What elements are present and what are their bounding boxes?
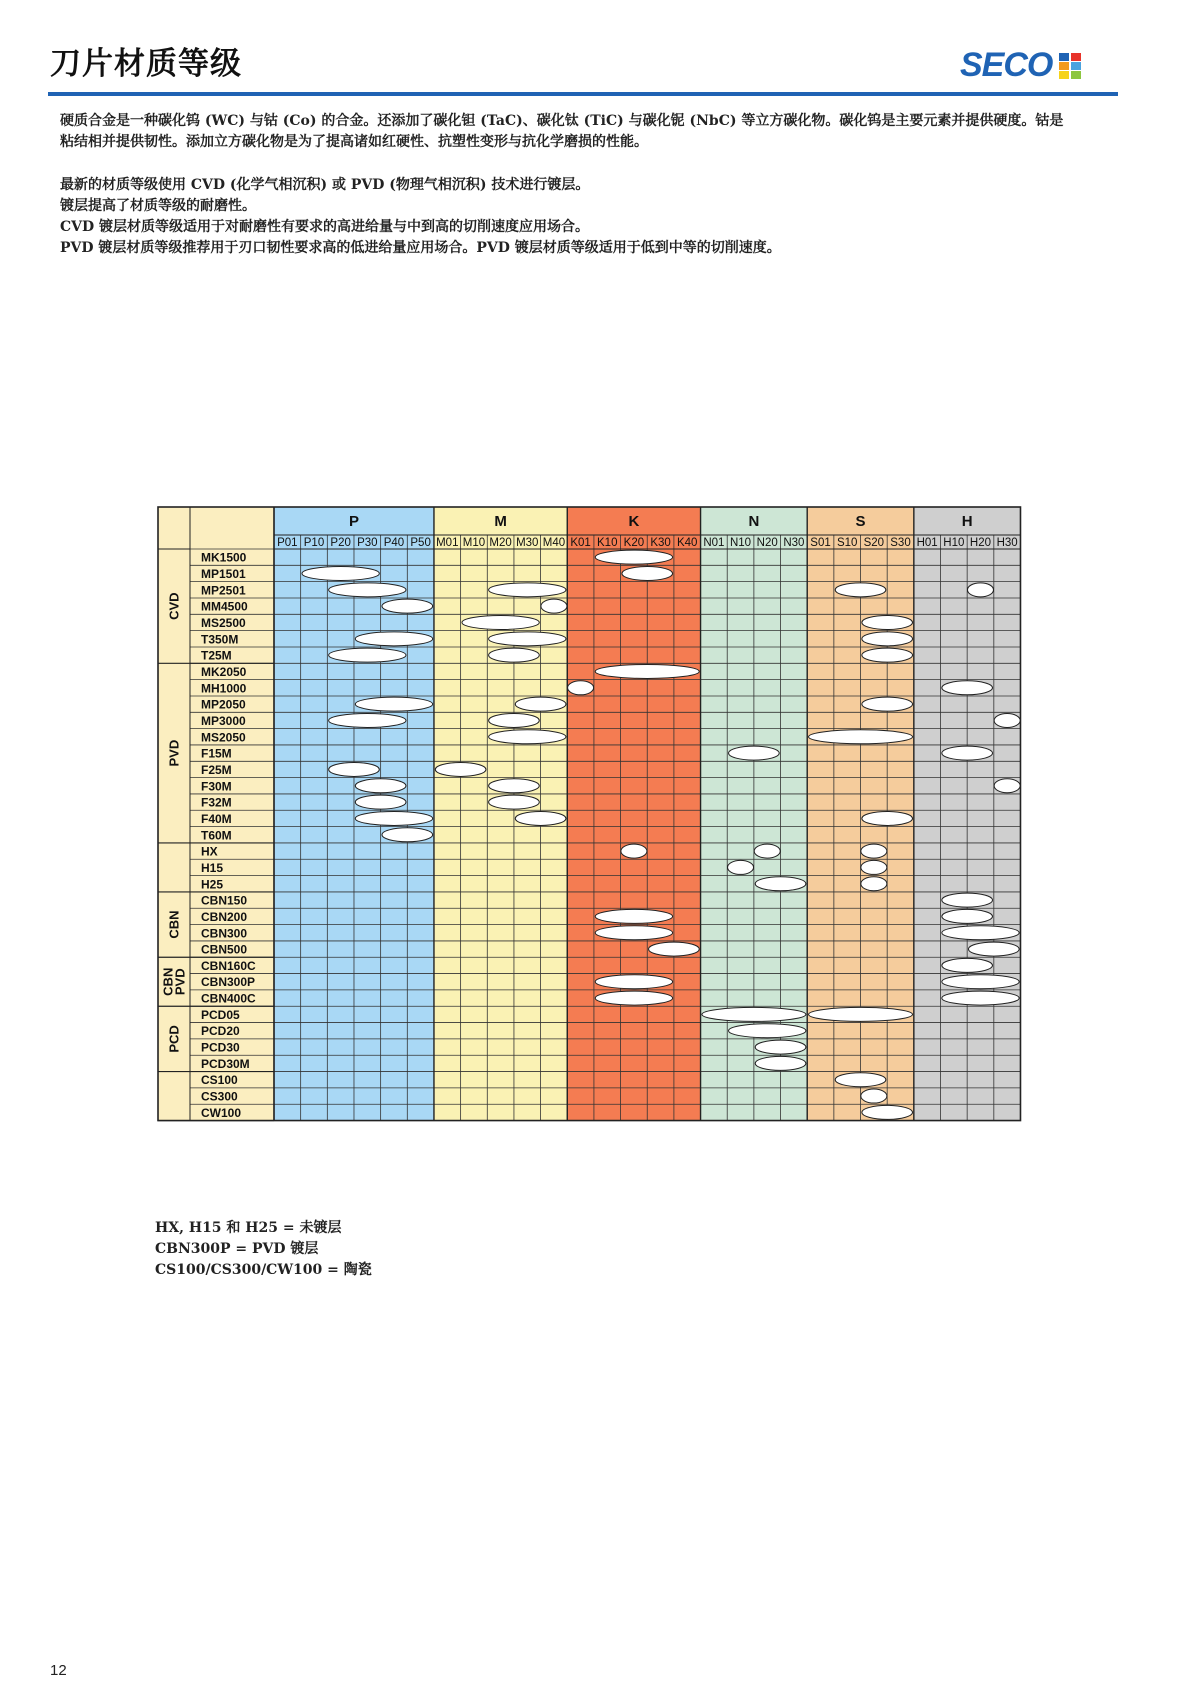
column-label-N20: N20	[756, 537, 778, 549]
column-label-M01: M01	[436, 537, 459, 549]
range-ellipse-MK2050	[595, 664, 699, 678]
range-ellipse-MK1500	[595, 550, 672, 564]
grade-label: MP3000	[201, 713, 246, 728]
group-label-H: H	[961, 513, 973, 530]
category-label: PVD	[166, 739, 182, 767]
range-ellipse-CBN300P	[595, 975, 672, 989]
range-ellipse-MP3000	[329, 713, 406, 727]
range-ellipse-F30M	[355, 779, 406, 793]
column-label-M10: M10	[462, 537, 486, 549]
column-label-N01: N01	[703, 537, 725, 549]
column-label-K01: K01	[570, 537, 591, 549]
range-ellipse-F40M	[355, 811, 432, 825]
column-label-P10: P10	[303, 537, 325, 549]
intro-line: 镀层提高了材质等级的耐磨性。	[60, 198, 256, 214]
grade-label: PCD20	[201, 1024, 240, 1039]
intro-line: CVD 镀层材质等级适用于对耐磨性有要求的高进给量与中到高的切削速度应用场合。	[60, 219, 590, 235]
range-ellipse-CBN400C	[595, 991, 672, 1005]
group-label-S: S	[855, 513, 866, 530]
range-ellipse-MH1000	[942, 681, 993, 695]
grade-label: MH1000	[201, 681, 247, 696]
range-ellipse-F30M	[994, 779, 1020, 793]
column-label-H30: H30	[996, 537, 1018, 549]
range-ellipse-MM4500	[541, 599, 567, 613]
column-label-S01: S01	[810, 537, 831, 549]
range-ellipse-CS100	[835, 1073, 886, 1087]
grade-label: MP1501	[201, 566, 246, 581]
column-label-M30: M30	[516, 537, 539, 549]
range-ellipse-F25M	[435, 762, 486, 776]
category-label: CVD	[166, 592, 182, 620]
column-label-N30: N30	[783, 537, 805, 549]
column-label-S10: S10	[836, 537, 858, 549]
range-ellipse-MP2501	[967, 583, 993, 597]
page-title: 刀片材质等级	[50, 46, 242, 82]
range-ellipse-MH1000	[568, 681, 594, 695]
range-ellipse-CBN500	[649, 942, 700, 956]
range-ellipse-CS300	[861, 1089, 887, 1103]
range-ellipse-CBN500	[968, 942, 1019, 956]
range-ellipse-F40M	[515, 811, 566, 825]
range-ellipse-T25M	[329, 648, 406, 662]
grade-label: H25	[201, 877, 224, 892]
range-ellipse-CBN200	[595, 909, 672, 923]
logo-text: SECO	[960, 46, 1053, 84]
grade-label: CBN500	[201, 942, 248, 957]
category-label: CBN	[160, 967, 176, 996]
grade-label: MK2050	[201, 664, 247, 679]
note-line: HX, H15 和 H25 = 未镀层	[155, 1220, 342, 1236]
range-ellipse-HX	[861, 844, 887, 858]
grade-label: MP2501	[201, 583, 246, 598]
range-ellipse-MP2501	[329, 583, 406, 597]
range-ellipse-MP2501	[835, 583, 886, 597]
range-ellipse-F40M	[862, 811, 913, 825]
range-ellipse-CBN200	[942, 909, 993, 923]
grade-label: MS2050	[201, 730, 246, 745]
column-label-P40: P40	[383, 537, 405, 549]
range-ellipse-MS2050	[809, 730, 913, 744]
column-label-S20: S20	[863, 537, 885, 549]
range-ellipse-MP2050	[515, 697, 566, 711]
column-label-P30: P30	[357, 537, 378, 549]
group-label-K: K	[628, 513, 640, 530]
range-ellipse-PCD20	[729, 1024, 806, 1038]
note-line: CS100/CS300/CW100 = 陶瓷	[155, 1262, 372, 1278]
intro-line: 最新的材质等级使用 CVD (化学气相沉积) 或 PVD (物理气相沉积) 技术进行镀层。	[60, 177, 590, 193]
range-ellipse-CBN160C	[942, 958, 993, 972]
grade-label: CS100	[201, 1073, 238, 1088]
grade-label: CBN300	[201, 926, 248, 941]
range-ellipse-F30M	[489, 779, 540, 793]
column-label-K20: K20	[623, 537, 645, 549]
range-ellipse-MP2050	[862, 697, 913, 711]
column-label-P20: P20	[330, 537, 351, 549]
grade-label: T350M	[201, 632, 239, 647]
column-label-P50: P50	[410, 537, 431, 549]
group-label-N: N	[748, 513, 760, 530]
column-label-H10: H10	[943, 537, 965, 549]
column-label-H20: H20	[969, 537, 992, 549]
grade-label: HX	[201, 844, 218, 859]
group-label-M: M	[494, 513, 507, 530]
grade-label: F32M	[201, 795, 232, 810]
grade-label: CBN160C	[201, 958, 256, 973]
grade-label: F40M	[201, 811, 232, 826]
grade-label: CBN300P	[201, 975, 256, 990]
range-ellipse-F15M	[942, 746, 993, 760]
range-ellipse-H25	[755, 877, 806, 891]
range-ellipse-CBN300	[942, 926, 1019, 940]
grade-label: H15	[201, 860, 224, 875]
range-ellipse-T350M	[862, 632, 913, 646]
range-ellipse-PCD05	[809, 1007, 913, 1021]
intro-line: 硬质合金是一种碳化钨 (WC) 与钴 (Co) 的合金。还添加了碳化钽 (TaC)、碳化钛 (TiC) 与碳化铌 (NbC) 等立方碳化物。碳化钨是主要元素并提供硬度。钴是	[60, 113, 1064, 129]
range-ellipse-PCD30	[755, 1040, 806, 1054]
range-ellipse-F32M	[489, 795, 540, 809]
range-ellipse-T25M	[862, 648, 913, 662]
grade-label: T60M	[201, 828, 232, 843]
grade-label: MM4500	[201, 599, 248, 614]
grade-label: CW100	[201, 1105, 242, 1120]
range-ellipse-MS2050	[489, 730, 566, 744]
column-label-N10: N10	[729, 537, 752, 549]
grade-label: PCD30	[201, 1040, 240, 1055]
range-ellipse-PCD05	[702, 1007, 806, 1021]
range-ellipse-CBN400C	[942, 991, 1019, 1005]
grade-label: PCD30M	[201, 1056, 250, 1071]
range-ellipse-F25M	[329, 762, 380, 776]
range-ellipse-CBN300	[595, 926, 672, 940]
grade-label: F30M	[201, 779, 232, 794]
column-label-P01: P01	[277, 537, 298, 549]
grade-label: F15M	[201, 746, 232, 761]
group-label-P: P	[348, 513, 359, 530]
range-ellipse-CBN300P	[942, 975, 1019, 989]
grade-label: MP2050	[201, 697, 246, 712]
range-ellipse-T350M	[355, 632, 432, 646]
column-label-K40: K40	[676, 537, 698, 549]
grade-label: CBN400C	[201, 991, 256, 1006]
category-label: PCD	[166, 1025, 182, 1053]
range-ellipse-F15M	[729, 746, 780, 760]
column-label-M20: M20	[489, 537, 512, 549]
range-ellipse-MP1501	[302, 566, 379, 580]
column-label-K30: K30	[650, 537, 671, 549]
range-ellipse-HX	[621, 844, 647, 858]
range-ellipse-T60M	[382, 828, 433, 842]
range-ellipse-H15	[861, 860, 887, 874]
grade-label: CBN200	[201, 909, 248, 924]
range-ellipse-MP1501	[622, 566, 673, 580]
range-ellipse-H25	[861, 877, 887, 891]
intro-line: PVD 镀层材质等级推荐用于刃口韧性要求高的低进给量应用场合。PVD 镀层材质等级适用于低到中等的切削速度。	[60, 240, 781, 256]
category-label: CBN	[166, 910, 182, 939]
intro-line: 粘结相并提供韧性。添加立方碳化物是为了提高诸如红硬性、抗塑性变形与抗化学磨损的性能。	[60, 134, 648, 150]
range-ellipse-MS2500	[462, 615, 539, 629]
page-number: 12	[50, 1662, 67, 1679]
range-ellipse-PCD30M	[755, 1056, 806, 1070]
range-ellipse-T350M	[489, 632, 566, 646]
column-label-H01: H01	[916, 537, 938, 549]
range-ellipse-HX	[754, 844, 780, 858]
grade-label: F25M	[201, 762, 232, 777]
range-ellipse-MP2501	[489, 583, 566, 597]
range-ellipse-MP2050	[355, 697, 432, 711]
category-label: PVD	[172, 968, 188, 996]
group-bg-K	[567, 507, 700, 1121]
column-label-K10: K10	[597, 537, 618, 549]
grade-label: T25M	[201, 648, 232, 663]
range-ellipse-MP3000	[994, 713, 1020, 727]
range-ellipse-MM4500	[382, 599, 433, 613]
note-line: CBN300P = PVD 镀层	[155, 1241, 319, 1257]
range-ellipse-F32M	[355, 795, 406, 809]
range-ellipse-MS2500	[862, 615, 913, 629]
grade-label: CS300	[201, 1089, 238, 1104]
grade-label: MS2500	[201, 615, 246, 630]
range-ellipse-CBN150	[942, 893, 993, 907]
range-ellipse-MP3000	[489, 713, 540, 727]
column-label-S30: S30	[890, 537, 911, 549]
range-ellipse-H15	[728, 860, 754, 874]
range-ellipse-CW100	[862, 1105, 913, 1119]
grade-label: CBN150	[201, 893, 248, 908]
legend-notes	[155, 1218, 372, 1281]
grade-label: MK1500	[201, 550, 247, 565]
range-ellipse-T25M	[489, 648, 540, 662]
grade-label: PCD05	[201, 1007, 240, 1022]
column-label-M40: M40	[542, 537, 566, 549]
